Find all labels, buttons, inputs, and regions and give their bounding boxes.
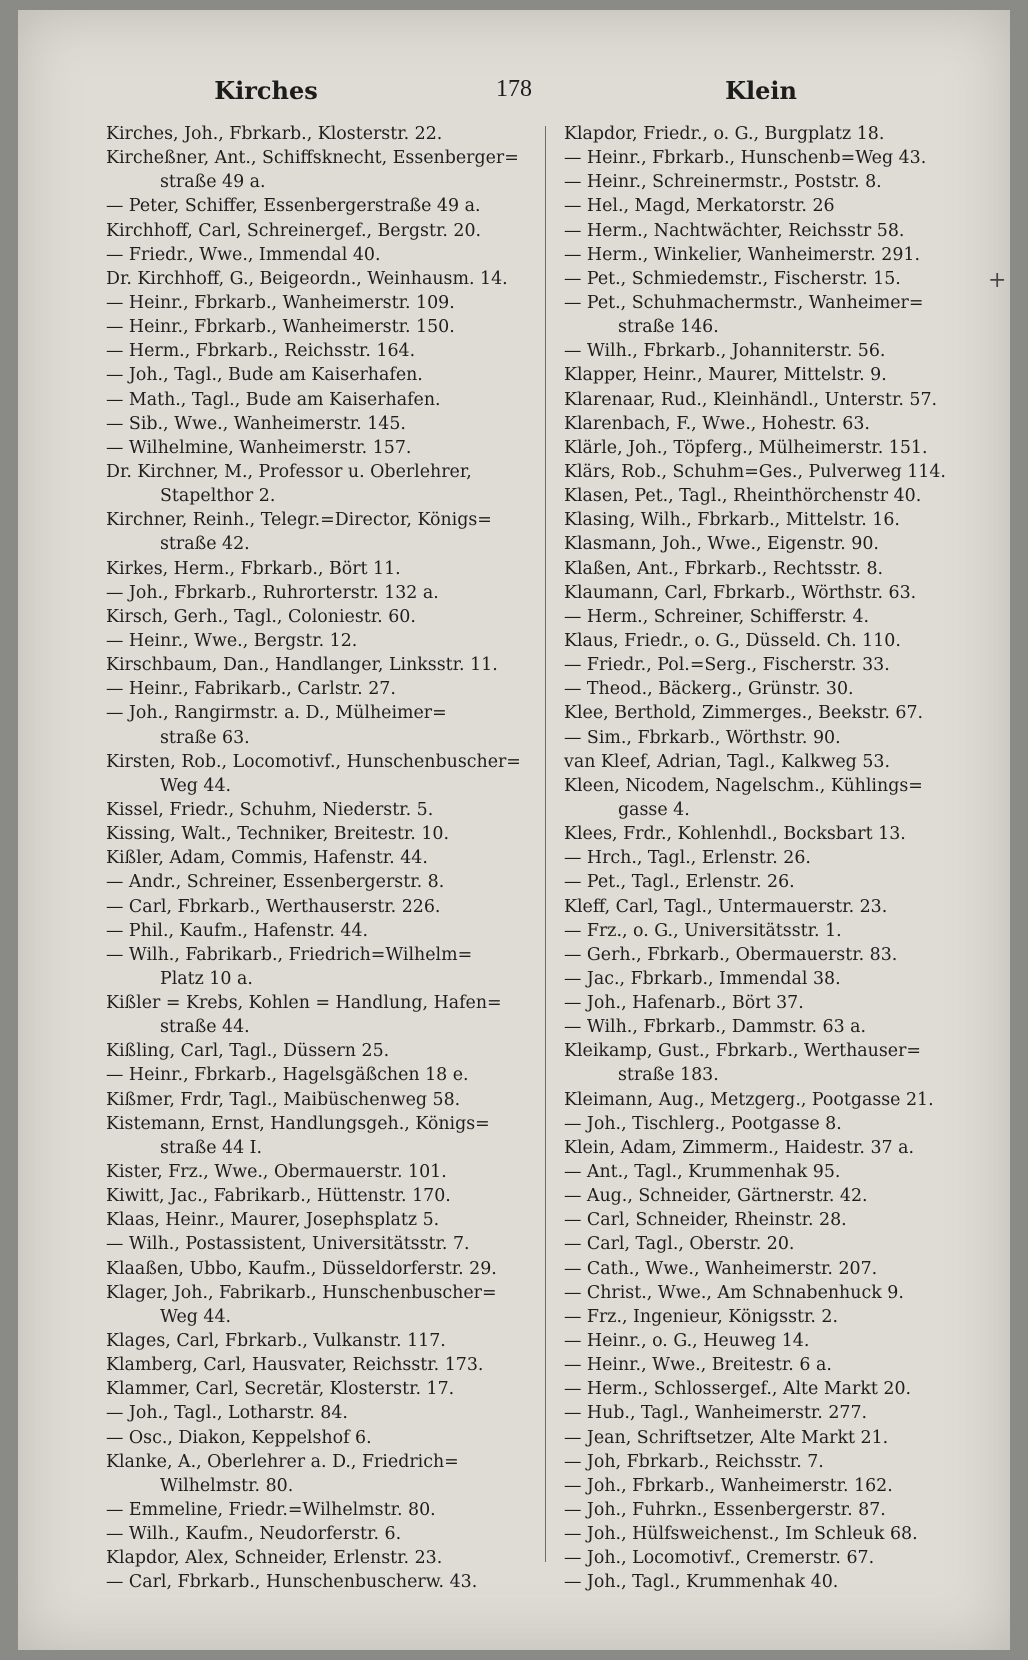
directory-entry-line: — Wilh., Postassistent, Universitätsstr. 7.	[106, 1234, 470, 1255]
directory-entry-line: straße 49 a.	[160, 172, 266, 193]
directory-entry-line: — Heinr., Fbrkarb., Hagelsgäßchen 18 e.	[106, 1065, 469, 1086]
directory-entry-line: — Jac., Fbrkarb., Immendal 38.	[564, 968, 841, 989]
right-column	[564, 122, 984, 1593]
directory-entry-line: — Joh, Fbrkarb., Reichsstr. 7.	[564, 1451, 824, 1472]
directory-entry-line: — Heinr., Fbrkarb., Wanheimerstr. 109.	[106, 292, 455, 313]
directory-entry-line: Kister, Frz., Wwe., Obermauerstr. 101.	[106, 1162, 447, 1183]
directory-entry-line: Klarenaar, Rud., Kleinhändl., Unterstr. 57.	[564, 389, 938, 410]
directory-entry-line: Klaus, Friedr., o. G., Düsseld. Ch. 110.	[564, 630, 901, 651]
directory-entry-line: straße 44 I.	[160, 1137, 263, 1158]
directory-entry-line: straße 183.	[618, 1065, 719, 1086]
page-header	[18, 68, 1010, 108]
directory-entry-line: — Heinr., Fabrikarb., Carlstr. 27.	[106, 679, 396, 700]
directory-entry-line: straße 63.	[160, 727, 250, 748]
directory-entry-line: Klapdor, Alex, Schneider, Erlenstr. 23.	[106, 1548, 443, 1569]
directory-entry-line: Klaas, Heinr., Maurer, Josephsplatz 5.	[106, 1210, 440, 1231]
directory-entry-line: — Joh., Fbrkarb., Wanheimerstr. 162.	[564, 1475, 893, 1496]
header-left-keyword: Kirches	[214, 76, 318, 105]
directory-entry-line: Klärs, Rob., Schuhm=Ges., Pulverweg 114.	[564, 461, 946, 482]
directory-entry-line: — Joh., Rangirmstr. a. D., Mülheimer=	[106, 703, 447, 724]
directory-entry-line: Kißler, Adam, Commis, Hafenstr. 44.	[106, 848, 428, 869]
directory-entry-line: — Frz., o. G., Universitätsstr. 1.	[564, 920, 842, 941]
directory-entry-line: — Joh., Fbrkarb., Ruhrorterstr. 132 a.	[106, 582, 439, 603]
directory-entry-line: Kirsten, Rob., Locomotivf., Hunschenbuscher=	[106, 751, 521, 772]
directory-entry-line: — Aug., Schneider, Gärtnerstr. 42.	[564, 1186, 868, 1207]
directory-entry-line: Klages, Carl, Fbrkarb., Vulkanstr. 117.	[106, 1331, 446, 1352]
directory-entry-line: — Herm., Winkelier, Wanheimerstr. 291.	[564, 244, 920, 265]
directory-entry-line: — Herm., Fbrkarb., Reichsstr. 164.	[106, 341, 416, 362]
directory-entry-line: — Hrch., Tagl., Erlenstr. 26.	[564, 848, 811, 869]
directory-entry-line: — Carl, Fbrkarb., Werthauserstr. 226.	[106, 896, 441, 917]
directory-entry-line: Klamberg, Carl, Hausvater, Reichsstr. 173.	[106, 1355, 484, 1376]
directory-entry-line: — Carl, Tagl., Oberstr. 20.	[564, 1234, 795, 1255]
directory-entry-line: straße 42.	[160, 534, 250, 555]
directory-entry-line: — Jean, Schriftsetzer, Alte Markt 21.	[564, 1427, 889, 1448]
directory-entry-line: gasse 4.	[618, 799, 690, 820]
directory-entry-line: Kissel, Friedr., Schuhm, Niederstr. 5.	[106, 799, 434, 820]
directory-entry-line: — Herm., Nachtwächter, Reichsstr 58.	[564, 220, 905, 241]
directory-entry-line: — Joh., Tagl., Lotharstr. 84.	[106, 1403, 348, 1424]
directory-entry-line: — Christ., Wwe., Am Schnabenhuck 9.	[564, 1282, 904, 1303]
directory-entry-line: — Heinr., Wwe., Bergstr. 12.	[106, 630, 358, 651]
directory-entry-line: — Heinr., o. G., Heuweg 14.	[564, 1331, 810, 1352]
directory-entry-line: Kißmer, Frdr, Tagl., Maibüschenweg 58.	[106, 1089, 461, 1110]
directory-entry-line: — Sib., Wwe., Wanheimerstr. 145.	[106, 413, 406, 434]
directory-entry-line: — Joh., Tagl., Krummenhak 40.	[564, 1572, 839, 1593]
directory-entry-line: Klasmann, Joh., Wwe., Eigenstr. 90.	[564, 534, 879, 555]
directory-entry-line: — Wilhelmine, Wanheimerstr. 157.	[106, 437, 412, 458]
directory-entry-line: Kistemann, Ernst, Handlungsgeh., Königs=	[106, 1113, 490, 1134]
directory-entry-line: Klein, Adam, Zimmerm., Haidestr. 37 a.	[564, 1137, 915, 1158]
directory-entry-line: Kleimann, Aug., Metzgerg., Pootgasse 21.	[564, 1089, 934, 1110]
directory-entry-line: — Sim., Fbrkarb., Wörthstr. 90.	[564, 727, 841, 748]
directory-entry-line: Kissing, Walt., Techniker, Breitestr. 10.	[106, 824, 450, 845]
directory-entry-line: Klager, Joh., Fabrikarb., Hunschenbuscher=	[106, 1282, 497, 1303]
directory-entry-line: — Theod., Bäckerg., Grünstr. 30.	[564, 679, 854, 700]
directory-entry-line: straße 44.	[160, 1017, 250, 1038]
directory-entry-line: — Heinr., Fbrkarb., Hunschenb=Weg 43.	[564, 148, 927, 169]
directory-entry-line: — Heinr., Schreinermstr., Poststr. 8.	[564, 172, 882, 193]
directory-entry-line: — Math., Tagl., Bude am Kaiserhafen.	[106, 389, 441, 410]
directory-entry-line: Kleikamp, Gust., Fbrkarb., Werthauser=	[564, 1041, 921, 1062]
directory-entry-line: Kirchner, Reinh., Telegr.=Director, Königs=	[106, 510, 492, 531]
directory-entry-line: — Herm., Schlossergef., Alte Markt 20.	[564, 1379, 912, 1400]
directory-entry-line: Kirkes, Herm., Fbrkarb., Bört 11.	[106, 558, 401, 579]
directory-page	[18, 10, 1010, 1650]
directory-entry-line: — Gerh., Fbrkarb., Obermauerstr. 83.	[564, 944, 898, 965]
directory-entry-line: Kirsch, Gerh., Tagl., Coloniestr. 60.	[106, 606, 416, 627]
directory-entry-line: Kirschbaum, Dan., Handlanger, Linksstr. 11.	[106, 655, 498, 676]
directory-entry-line: — Wilh., Fbrkarb., Johanniterstr. 56.	[564, 341, 886, 362]
directory-entry-line: Klärle, Joh., Töpferg., Mülheimerstr. 151.	[564, 437, 928, 458]
directory-entry-line: — Heinr., Wwe., Breitestr. 6 a.	[564, 1355, 832, 1376]
directory-entry-line: Stapelthor 2.	[160, 486, 276, 507]
header-right-keyword: Klein	[725, 76, 797, 105]
directory-entry-line: Klanke, A., Oberlehrer a. D., Friedrich=	[106, 1451, 459, 1472]
directory-entry-line: Kirchhoff, Carl, Schreinergef., Bergstr. 20.	[106, 220, 482, 241]
directory-entry-line: — Pet., Schmiedemstr., Fischerstr. 15.	[564, 268, 901, 289]
directory-entry-line: — Friedr., Pol.=Serg., Fischerstr. 33.	[564, 655, 890, 676]
column-divider	[545, 126, 546, 1562]
margin-mark: +	[988, 268, 1007, 293]
directory-entry-line: — Carl, Fbrkarb., Hunschenbuscherw. 43.	[106, 1572, 478, 1593]
directory-entry-line: — Joh., Locomotivf., Cremerstr. 67.	[564, 1548, 875, 1569]
directory-entry-line: Klasing, Wilh., Fbrkarb., Mittelstr. 16.	[564, 510, 900, 531]
directory-entry-line: Dr. Kirchner, M., Professor u. Oberlehrer,	[106, 461, 472, 482]
directory-entry-line: — Frz., Ingenieur, Königsstr. 2.	[564, 1306, 839, 1327]
directory-entry-line: — Ant., Tagl., Krummenhak 95.	[564, 1162, 841, 1183]
directory-entry-line: Kleff, Carl, Tagl., Untermauerstr. 23.	[564, 896, 888, 917]
directory-entry-line: Platz 10 a.	[160, 968, 253, 989]
directory-entry-line: — Wilh., Fbrkarb., Dammstr. 63 a.	[564, 1017, 867, 1038]
directory-entry-line: Klaumann, Carl, Fbrkarb., Wörthstr. 63.	[564, 582, 917, 603]
directory-entry-line: — Pet., Schuhmachermstr., Wanheimer=	[564, 292, 924, 313]
directory-entry-line: Kleen, Nicodem, Nagelschm., Kühlings=	[564, 775, 923, 796]
directory-entry-line: Klees, Frdr., Kohlenhdl., Bocksbart 13.	[564, 824, 906, 845]
directory-entry-line: straße 146.	[618, 317, 719, 338]
directory-entry-line: — Carl, Schneider, Rheinstr. 28.	[564, 1210, 847, 1231]
directory-entry-line: Klaaßen, Ubbo, Kaufm., Düsseldorferstr. 29.	[106, 1258, 497, 1279]
directory-entry-line: — Osc., Diakon, Keppelshof 6.	[106, 1427, 372, 1448]
directory-entry-line: Wilhelmstr. 80.	[160, 1475, 294, 1496]
directory-entry-line: Klapper, Heinr., Maurer, Mittelstr. 9.	[564, 365, 887, 386]
left-column	[106, 122, 526, 1593]
directory-entry-line: — Andr., Schreiner, Essenbergerstr. 8.	[106, 872, 445, 893]
directory-entry-line: — Wilh., Kaufm., Neudorferstr. 6.	[106, 1524, 402, 1545]
directory-entry-line: Weg 44.	[160, 1306, 232, 1327]
directory-entry-line: — Joh., Fuhrkn., Essenbergerstr. 87.	[564, 1500, 886, 1521]
directory-entry-line: Klarenbach, F., Wwe., Hohestr. 63.	[564, 413, 870, 434]
directory-entry-line: Kißler = Krebs, Kohlen = Handlung, Hafen=	[106, 993, 502, 1014]
directory-entry-line: Klaßen, Ant., Fbrkarb., Rechtsstr. 8.	[564, 558, 884, 579]
directory-entry-line: Kißling, Carl, Tagl., Düssern 25.	[106, 1041, 390, 1062]
directory-entry-line: — Joh., Hülfsweichenst., Im Schleuk 68.	[564, 1524, 918, 1545]
page-number: 178	[496, 76, 532, 102]
directory-entry-line: — Herm., Schreiner, Schifferstr. 4.	[564, 606, 870, 627]
directory-entry-line: — Heinr., Fbrkarb., Wanheimerstr. 150.	[106, 317, 455, 338]
directory-entry-line: Kirches, Joh., Fbrkarb., Klosterstr. 22.	[106, 124, 443, 144]
directory-entry-line: — Phil., Kaufm., Hafenstr. 44.	[106, 920, 369, 941]
directory-entry-line: van Kleef, Adrian, Tagl., Kalkweg 53.	[564, 751, 890, 772]
directory-entry-line: — Hub., Tagl., Wanheimerstr. 277.	[564, 1403, 868, 1424]
directory-entry-line: Klapdor, Friedr., o. G., Burgplatz 18.	[564, 124, 885, 144]
directory-entry-line: Klee, Berthold, Zimmerges., Beekstr. 67.	[564, 703, 924, 724]
directory-entry-line: Klammer, Carl, Secretär, Klosterstr. 17.	[106, 1379, 455, 1400]
directory-entry-line: — Pet., Tagl., Erlenstr. 26.	[564, 872, 795, 893]
directory-entry-line: — Cath., Wwe., Wanheimerstr. 207.	[564, 1258, 878, 1279]
directory-entry-line: Kiwitt, Jac., Fabrikarb., Hüttenstr. 170.	[106, 1186, 451, 1207]
directory-entry-line: Klasen, Pet., Tagl., Rheinthörchenstr 40.	[564, 486, 922, 507]
directory-entry-line: — Hel., Magd, Merkatorstr. 26	[564, 196, 835, 217]
directory-entry-line: Kircheßner, Ant., Schiffsknecht, Essenberger=	[106, 148, 519, 169]
directory-entry-line: Weg 44.	[160, 775, 232, 796]
directory-entry-line: Dr. Kirchhoff, G., Beigeordn., Weinhausm. 14.	[106, 268, 508, 289]
directory-entry-line: — Friedr., Wwe., Immendal 40.	[106, 244, 381, 265]
directory-entry-line: — Joh., Tischlerg., Pootgasse 8.	[564, 1113, 842, 1134]
directory-entry-line: — Emmeline, Friedr.=Wilhelmstr. 80.	[106, 1500, 436, 1521]
directory-entry-line: — Wilh., Fabrikarb., Friedrich=Wilhelm=	[106, 944, 473, 965]
directory-entry-line: — Peter, Schiffer, Essenbergerstraße 49 a.	[106, 196, 481, 217]
directory-entry-line: — Joh., Tagl., Bude am Kaiserhafen.	[106, 365, 423, 386]
directory-entry-line: — Joh., Hafenarb., Bört 37.	[564, 993, 804, 1014]
